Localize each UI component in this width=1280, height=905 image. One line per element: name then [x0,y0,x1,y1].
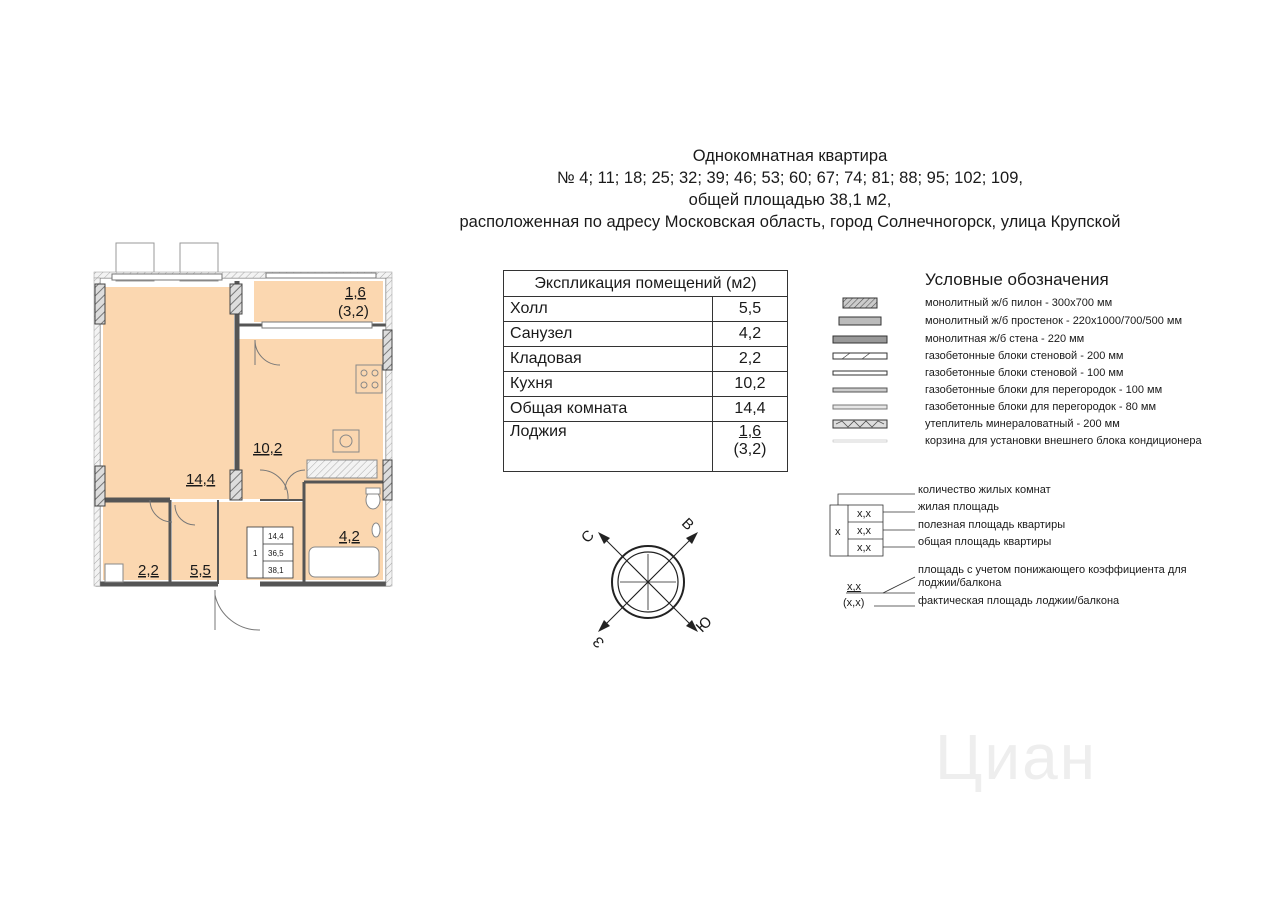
table-row [504,322,788,347]
badge-living: 14,4 [268,532,284,541]
legend-item [830,331,1250,347]
row-value-loggia [713,422,788,472]
key-useful-label: полезная площадь квартиры [918,519,1066,531]
legend-item [830,348,1250,364]
badge-useful: 36,5 [268,549,284,558]
room-living-label: 14,4 [186,471,216,488]
legend-item [830,295,1250,311]
explication-title: Экспликация помещений (м2) [504,271,788,297]
table-row [504,372,788,397]
loggia-reduced-value: 1,6 [738,423,762,440]
row-name: Холл [504,297,713,322]
key-living-label: жилая площадь [918,501,999,513]
legend-item [830,382,1250,398]
key-loggia-reduced-symbol: х,х [847,581,862,593]
legend-item [830,416,1250,432]
loggia-actual-value: (3,2) [733,441,767,458]
room-hall-label: 5,5 [190,562,211,579]
row-name: Санузел [504,322,713,347]
table-row [504,347,788,372]
legend-label: газобетонные блоки для перегородок - 100 мм [925,384,1163,396]
row-value: 2,2 [713,347,788,372]
legend-label: монолитная ж/б стена - 220 мм [925,333,1085,345]
title-line-3: общей площадью 38,1 м2, [688,191,892,209]
room-loggia-label: 1,6 [345,284,366,301]
legend-label: монолитный ж/б простенок - 220х1000/700/500 мм [925,315,1183,327]
title-line-1: Однокомнатная квартира [692,147,888,165]
compass-rose [575,510,720,655]
legend-item [830,313,1250,329]
title-block [380,145,1200,233]
room-living-fill [103,287,234,499]
legend-label: утеплитель минераловатный - 200 мм [925,418,1120,430]
watermark-logo: Циан [935,721,1098,793]
table-row [504,297,788,322]
key-rooms-symbol: х [835,526,841,538]
row-name: Кладовая [504,347,713,372]
key-loggia-actual-label: фактическая площадь лоджии/балкона [918,595,1120,607]
key-total-label: общая площадь квартиры [918,536,1052,548]
key-living-symbol: х,х [857,508,872,520]
row-name: Общая комната [504,397,713,422]
indicator-key [828,485,1228,615]
key-useful-symbol: х,х [857,525,872,537]
legend-item [830,399,1250,415]
key-rooms-label: количество жилых комнат [918,485,1051,496]
badge-total: 38,1 [268,566,284,575]
room-bath-label: 4,2 [339,528,360,545]
title-line-4: расположенная по адресу Московская область, город Солнечногорск, улица Крупской [459,213,1121,231]
legend-label: газобетонные блоки стеновой - 100 мм [925,367,1124,379]
explication-table [503,270,788,472]
table-row [504,422,788,472]
legend-item [830,433,1250,449]
compass-north: С [578,526,598,547]
legend-label: газобетонные блоки для перегородок - 80 мм [925,401,1157,413]
room-kitchen-label: 10,2 [253,440,283,457]
legend-item [830,365,1250,381]
key-total-symbol: х,х [857,542,872,554]
compass-east: В [678,514,698,534]
key-loggia-reduced-label-2: лоджии/балкона [918,577,1002,589]
row-value: 4,2 [713,322,788,347]
row-value: 5,5 [713,297,788,322]
title-line-2: № 4; 11; 18; 25; 32; 39; 46; 53; 60; 67; 74; 81; 88; 95; 102; 109, [557,169,1023,187]
apartment-badge [247,527,293,578]
legend-label: газобетонные блоки стеновой - 200 мм [925,350,1124,362]
table-row [504,397,788,422]
legend-label: монолитный ж/б пилон - 300х700 мм [925,297,1113,309]
key-loggia-reduced-label-1: площадь с учетом понижающего коэффициента для [918,564,1187,576]
room-loggia-actual-label: (3,2) [338,303,369,320]
legend-label: корзина для установки внешнего блока кондиционера [925,435,1202,447]
row-value: 10,2 [713,372,788,397]
row-name: Кухня [504,372,713,397]
floor-plan [85,235,405,645]
row-name: Лоджия [504,422,713,472]
key-loggia-actual-symbol: (х,х) [843,597,865,609]
compass-west: З [589,632,608,652]
badge-rooms: 1 [253,549,258,558]
legend-title: Условные обозначения [925,270,1109,289]
row-value: 14,4 [713,397,788,422]
room-storage-label: 2,2 [138,562,159,579]
compass-south: Ю [692,613,716,636]
